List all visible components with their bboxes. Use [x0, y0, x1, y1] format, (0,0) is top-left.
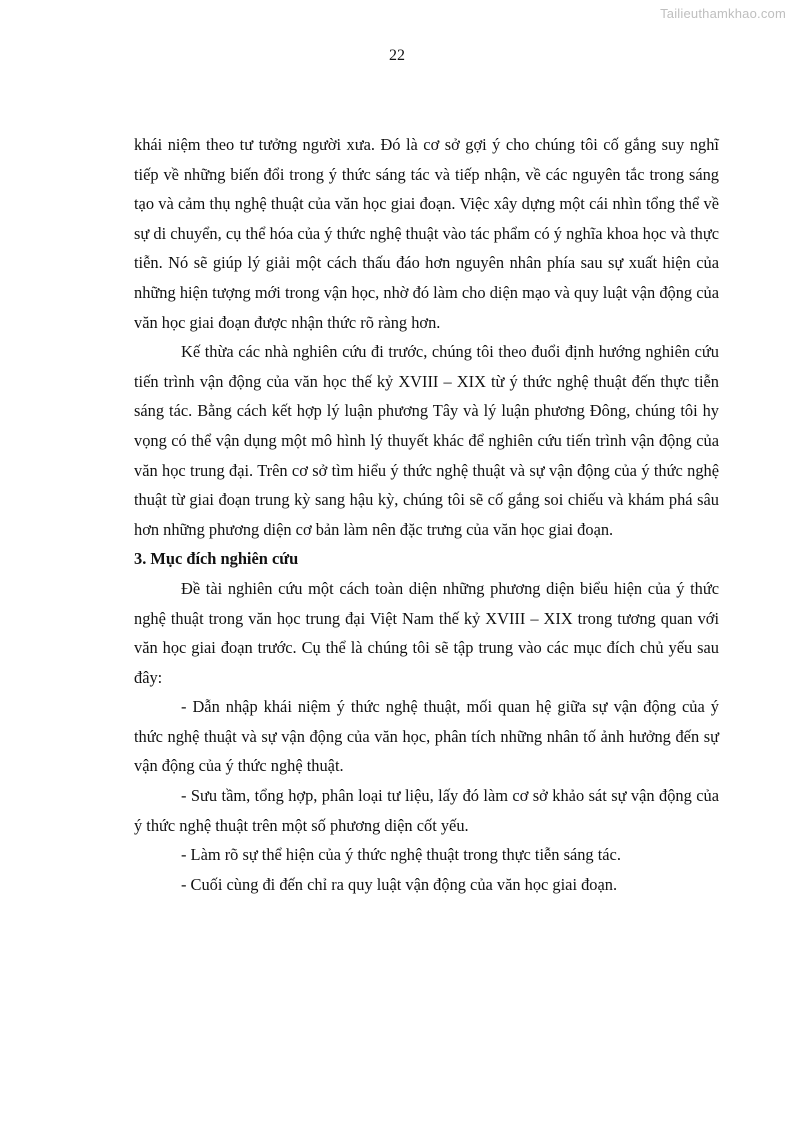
page-number: 22: [389, 47, 405, 64]
paragraph-inheritance: Kế thừa các nhà nghiên cứu đi trước, chúng tôi theo đuổi định hướng nghiên cứu tiến trình vận động của văn học thế kỷ XVIII – XIX từ ý thức nghệ thuật đến thực tiễn sáng tác. Bằng cách kết hợp lý luận phương Tây và lý luận phương Đông, chúng tôi hy vọng có thể vận dụng một mô hình lý thuyết khác để nghiên cứu tiến trình vận động của văn học trung đại. Trên cơ sở tìm hiểu ý thức nghệ thuật và sự vận động của ý thức nghệ thuật từ giai đoạn trung kỳ sang hậu kỳ, chúng tôi sẽ cố gắng soi chiếu và khám phá sâu hơn những phương diện cơ bản làm nên đặc trưng của văn học giai đoạn.: [134, 342, 719, 539]
watermark-text: Tailieuthamkhao.com: [660, 6, 786, 21]
document-body: [134, 130, 719, 899]
bullet-item: - Dẫn nhập khái niệm ý thức nghệ thuật, mối quan hệ giữa sự vận động của ý thức nghệ thuật và sự vận động của văn học, phân tích những nhân tố ảnh hưởng đến sự vận động của ý thức nghệ thuật.: [134, 697, 719, 776]
section-heading-research-purpose: 3. Mục đích nghiên cứu: [134, 549, 299, 569]
paragraph-purpose-intro: Đề tài nghiên cứu một cách toàn diện những phương diện biểu hiện của ý thức nghệ thuật trong văn học trung đại Việt Nam thế kỷ XVIII – XIX trong tương quan với văn học giai đoạn trước. Cụ thể là chúng tôi sẽ tập trung vào các mục đích chủ yếu sau đây:: [134, 578, 719, 687]
bullet-item: - Cuối cùng đi đến chỉ ra quy luật vận động của văn học giai đoạn.: [181, 874, 618, 894]
bullet-item: - Làm rõ sự thể hiện của ý thức nghệ thuật trong thực tiễn sáng tác.: [181, 845, 621, 865]
bullet-item: - Sưu tầm, tổng hợp, phân loại tư liệu, lấy đó làm cơ sở khảo sát sự vận động của ý thức nghệ thuật trên một số phương diện cốt yếu.: [134, 786, 719, 835]
paragraph-continuation: khái niệm theo tư tưởng người xưa. Đó là cơ sở gợi ý cho chúng tôi cố gắng suy nghĩ tiếp về những biến đổi trong ý thức sáng tác và tiếp nhận, về các nguyên tắc trong sáng tạo và cảm thụ nghệ thuật của văn học giai đoạn. Việc xây dựng một cái nhìn tổng thể về sự di chuyển, cụ thể hóa của ý thức nghệ thuật vào tác phẩm có ý nghĩa khoa học và thực tiễn. Nó sẽ giúp lý giải một cách thấu đáo hơn nguyên nhân phía sau sự xuất hiện của những hiện tượng mới trong vận học, nhờ đó làm cho diện mạo và quy luật vận động của văn học giai đoạn được nhận thức rõ ràng hơn.: [134, 135, 719, 332]
